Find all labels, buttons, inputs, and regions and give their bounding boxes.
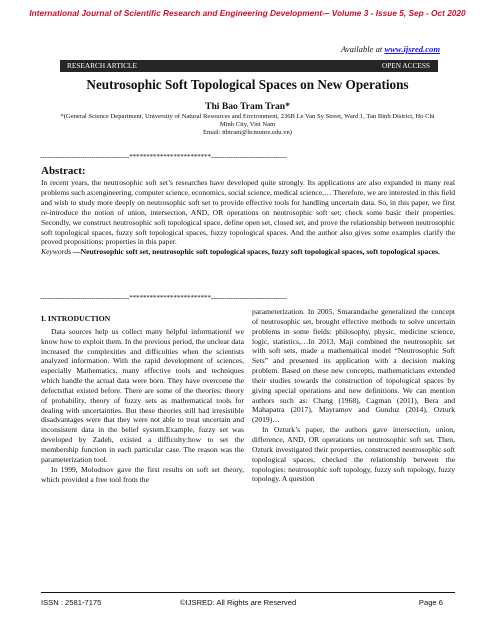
left-column bbox=[41, 307, 244, 484]
author-email: Email: ttbtram@hcmunre.edu.vn) bbox=[202, 129, 293, 137]
article-banner bbox=[60, 60, 438, 72]
abstract-text: In recent years, the neutrosophic soft set’s researches have developed quite strongly. Its applications are also expanded in many real problems such as:engineering, computer science, economics, social science, medical science,… Therefore, we are interested in this field and wish to study more deeply on neutrosophic soft set to provide effective tools for handling uncertain data. So, in this paper, we first re-introduce the notion of union, intersection, AND, OR operations on neutrosophic soft set; check some basic their properties. Secondly, we construct neutrosophic soft topological space, define open set, closed set, and prove the relationship between neutrosophic soft topological spaces, fuzzy soft topological spaces, fuzzy topological spaces. And the author also gives some examples clarify the proved propositions; properties in this paper. bbox=[41, 178, 455, 247]
footer-copyright: ©IJSRED: All Rights are Reserved bbox=[180, 598, 297, 607]
paper-title: Neutrosophic Soft Topological Spaces on New Operations bbox=[86, 77, 409, 92]
keywords-label: Keywords bbox=[41, 247, 72, 257]
research-article-label: RESEARCH ARTICLE bbox=[67, 61, 137, 70]
footer-rule bbox=[41, 592, 455, 593]
footer-page-number: Page 6 bbox=[418, 598, 443, 607]
right-column bbox=[252, 307, 455, 484]
intro-paragraph-4: In Ozturk’s paper, the authors gave intersection, union, difference, AND, OR operations on neutrosophic soft set. Then, Ozturk investigated their properties, constructed neutrosophic soft topological spaces, checked the relationship between the topologies: neutrosophic soft topology, fuzzy soft topology, fuzzy topology. A question bbox=[252, 425, 455, 484]
author-name: Thi Bao Tram Tran* bbox=[205, 101, 290, 112]
footer-issn: ISSN : 2581-7175 bbox=[41, 598, 102, 607]
journal-website-link[interactable]: www.ijsred.com bbox=[384, 44, 440, 54]
abstract-heading: Abstract: bbox=[41, 165, 86, 177]
available-prefix: Available at bbox=[341, 44, 385, 54]
intro-paragraph-2: In 1999, Molodtsov gave the first results on soft set theory, which provided a free tool from the bbox=[41, 464, 244, 484]
separator-bottom: ----------------------------------------************************---------------------------------- bbox=[40, 294, 287, 302]
open-access-label: OPEN ACCESS bbox=[381, 61, 430, 70]
author-affiliation bbox=[55, 113, 440, 138]
intro-paragraph-1: Data sources help us collect many helpful informationif we know how to exploit them. In the previous period, the unclear data increased the complexities and difficulties when the scientists analyzed information. With the rapid development of sciences, especially Mathematics, many effective tools and techniques which handle the actual data were born. They have overcome the defectsthat existed before. There are some of the theories: theory of probability, theory of fuzzy sets as mathematical tools for dealing with uncertainties. But these theories still had irresistible disadvantages were that they were not able to treat uncertain and inconsistent data in the belief system.Example, fuzzy set was developed by Zadeh, existed a difficulty:how to set the membership function in each particular case. The reason was the parameterization tool. bbox=[41, 326, 244, 464]
journal-header: International Journal of Scientific Research and Engineering Development-– Volume 3 - Issue 5, Sep - Oct 2020 bbox=[29, 8, 466, 18]
affiliation-text: *(General Science Department, University of Natural Resources and Environment, 236B Le Van Sy Street, Ward 1, Tan Binh District, Ho Chi Minh City, Viet Nam bbox=[60, 113, 435, 129]
intro-paragraph-3: parameterization. In 2005, Smarandache generalized the concept of neutrosophic set, brought effective methods to solve uncertain problems in some fields: philosophy, physic, medicine science, logic, statistics,…In 2013, Maji combined the neutrosophic set with soft sets, made a mathematical model “Neutrosophic Soft Sets” and presented its application with a decision making problem. Based on these new concepts, mathematicians extended their studies towards the construction of topological spaces by giving special operations and new definitions. We can mention authors such as: Chang (1968), Cagman (2011), Bera and Mahapatra (2017), Mayramov and Gunduz (2014), Ozturk (2019)… bbox=[252, 307, 455, 425]
available-at-line bbox=[341, 44, 440, 54]
separator-top: ----------------------------------------************************---------------------------------- bbox=[40, 153, 287, 161]
abstract-body bbox=[41, 178, 455, 257]
keywords-text: —Neutrosophic soft set, neutrosophic soft topological spaces, fuzzy soft topological spaces, soft topological spaces. bbox=[71, 247, 440, 257]
section-heading-introduction: I. INTRODUCTION bbox=[41, 314, 111, 323]
